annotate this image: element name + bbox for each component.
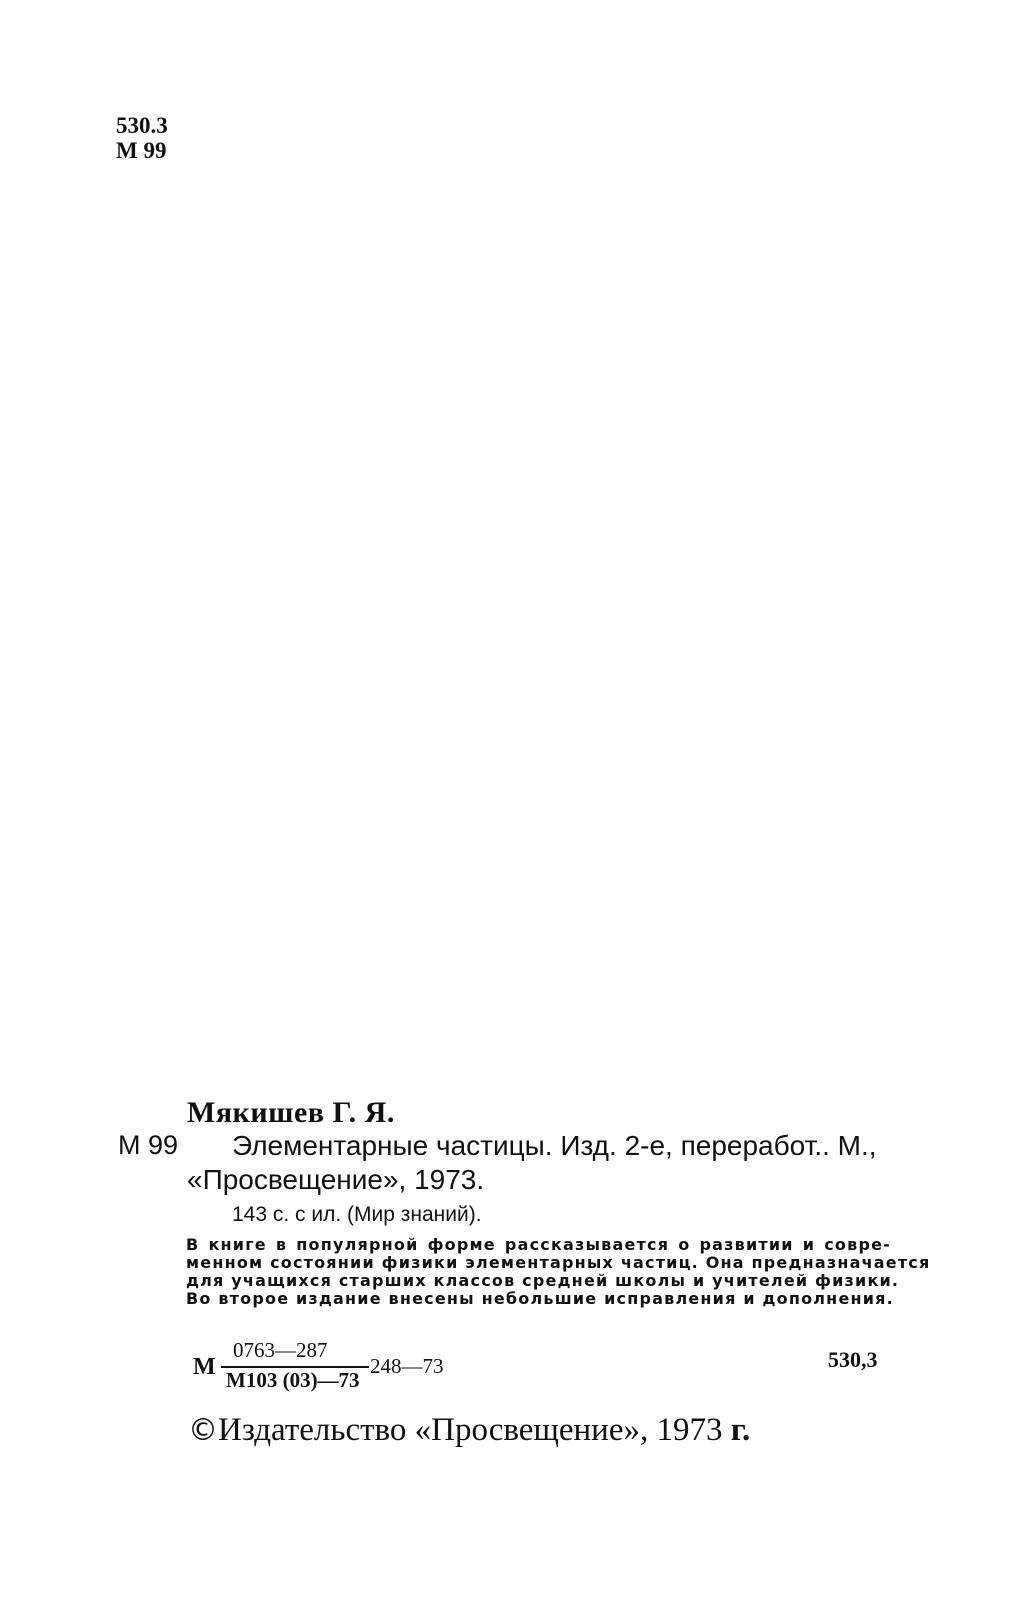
book-title-line-1: Элементарные частицы. Изд. 2-е, переработ.. М., bbox=[232, 1130, 877, 1161]
abstract-line: В книге в популярной форме рассказывается о развитии и совре- bbox=[186, 1235, 891, 1254]
copyright-year-suffix: г. bbox=[730, 1412, 751, 1448]
index-formula bbox=[193, 1338, 493, 1398]
pages-info: 143 с. с ил. (Мир знаний). bbox=[232, 1203, 482, 1226]
author-name: Мякишев Г. Я. bbox=[187, 1096, 395, 1129]
book-title-line-2: «Просвещение», 1973. bbox=[187, 1164, 485, 1195]
abstract-line: для учащихся старших классов средней школы и учителей физики. bbox=[186, 1271, 900, 1290]
author-sign-margin: М 99 bbox=[118, 1130, 179, 1160]
abstract bbox=[186, 1235, 931, 1308]
abstract-line: менном состоянии физики элементарных частиц. Она предназначается bbox=[186, 1253, 931, 1272]
author-sign-top: М 99 bbox=[116, 138, 167, 163]
index-denominator: М103 (03)—73 bbox=[226, 1368, 360, 1392]
abstract-line: Во второе издание внесены небольшие исправления и дополнения. bbox=[186, 1289, 894, 1308]
index-suffix: 248—73 bbox=[370, 1354, 444, 1378]
index-numerator: 0763—287 bbox=[233, 1338, 328, 1362]
udc-code: 530.3 bbox=[116, 113, 168, 138]
index-letter: М bbox=[193, 1354, 216, 1380]
copyright-text: Издательство «Просвещение», 1973 bbox=[218, 1412, 723, 1448]
copyright-line bbox=[188, 1412, 750, 1449]
udc-classification bbox=[116, 113, 168, 163]
copyright-icon: © bbox=[188, 1413, 218, 1448]
udc-code-right: 530,3 bbox=[828, 1347, 878, 1372]
